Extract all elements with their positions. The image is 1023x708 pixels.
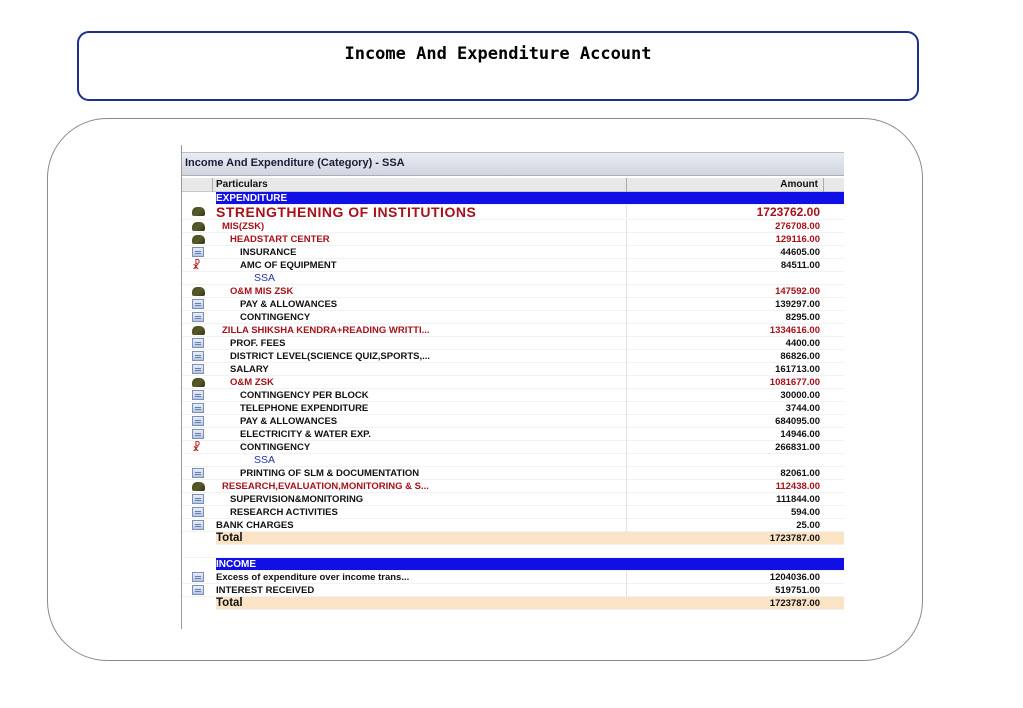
row-amount: 266831.00 <box>775 442 820 453</box>
row-particulars: TELEPHONE EXPENDITURE <box>240 403 369 414</box>
grid-header <box>182 178 844 192</box>
row-amount: 25.00 <box>796 520 820 531</box>
table-row[interactable] <box>182 298 844 311</box>
row-particulars: SALARY <box>230 364 269 375</box>
blank-row <box>182 545 844 558</box>
table-row[interactable] <box>182 324 844 337</box>
table-row[interactable] <box>182 415 844 428</box>
row-amount: 1204036.00 <box>769 572 820 583</box>
row-particulars: CONTINGENCY <box>240 312 311 323</box>
row-particulars: BANK CHARGES <box>216 520 294 531</box>
document-icon <box>192 572 204 582</box>
row-amount: 1081677.00 <box>769 377 820 388</box>
document-icon <box>192 507 204 517</box>
row-amount: 161713.00 <box>775 364 820 375</box>
table-row[interactable] <box>182 220 844 233</box>
income-section-label: INCOME <box>216 559 256 570</box>
row-amount: 86826.00 <box>780 351 820 362</box>
row-particulars: STRENGTHENING OF INSTITUTIONS <box>216 204 477 220</box>
window-title: Income And Expenditure (Category) - SSA <box>185 157 405 169</box>
row-particulars: O&M MIS ZSK <box>230 286 294 297</box>
table-row[interactable] <box>182 402 844 415</box>
table-row[interactable] <box>182 363 844 376</box>
row-particulars: AMC OF EQUIPMENT <box>240 260 337 271</box>
row-amount: 30000.00 <box>780 390 820 401</box>
row-amount: 3744.00 <box>785 403 820 414</box>
table-row[interactable] <box>182 571 844 584</box>
running-person-icon: ☧ <box>192 259 201 272</box>
book-icon <box>192 482 205 491</box>
table-row[interactable] <box>182 506 844 519</box>
row-amount: 8295.00 <box>785 312 820 323</box>
row-particulars: DISTRICT LEVEL(SCIENCE QUIZ,SPORTS,... <box>230 351 431 362</box>
row-amount: 129116.00 <box>775 234 820 245</box>
table-row[interactable] <box>182 584 844 597</box>
row-amount: 111844.00 <box>776 494 820 505</box>
table-row[interactable] <box>182 337 844 350</box>
income-total-row[interactable] <box>182 597 844 610</box>
book-icon <box>192 326 205 335</box>
document-icon <box>192 390 204 400</box>
row-particulars: PAY & ALLOWANCES <box>240 299 338 310</box>
table-row[interactable] <box>182 350 844 363</box>
row-particulars: PAY & ALLOWANCES <box>240 416 338 427</box>
row-particulars: Excess of expenditure over income trans... <box>216 572 410 583</box>
table-row[interactable] <box>182 467 844 480</box>
document-icon <box>192 351 204 361</box>
table-row[interactable] <box>182 389 844 402</box>
row-amount: 276708.00 <box>775 221 820 232</box>
income-section-header <box>182 558 844 571</box>
book-icon <box>192 207 205 216</box>
row-amount: 82061.00 <box>780 468 820 479</box>
row-amount: 519751.00 <box>775 585 820 596</box>
book-icon <box>192 222 205 231</box>
expenditure-section-label: EXPENDITURE <box>216 193 288 204</box>
book-icon <box>192 287 205 296</box>
table-row[interactable] <box>182 205 844 220</box>
row-amount: 14946.00 <box>780 429 820 440</box>
row-particulars: PROF. FEES <box>230 338 286 349</box>
row-particulars: RESEARCH ACTIVITIES <box>230 507 338 518</box>
expenditure-total-label: Total <box>216 532 243 544</box>
document-icon <box>192 416 204 426</box>
row-amount: 1723762.00 <box>756 205 820 219</box>
table-row[interactable] <box>182 441 844 454</box>
expenditure-total-amount: 1723787.00 <box>769 533 820 544</box>
table-row[interactable] <box>182 493 844 506</box>
title-box <box>77 31 919 101</box>
row-amount: 1334616.00 <box>769 325 820 336</box>
table-row[interactable] <box>182 285 844 298</box>
row-particulars: MIS(ZSK) <box>222 221 265 232</box>
document-icon <box>192 429 204 439</box>
income-total-label: Total <box>216 597 243 609</box>
row-amount: 4400.00 <box>785 338 820 349</box>
table-row[interactable] <box>182 376 844 389</box>
row-particulars: SSA <box>254 272 276 284</box>
page-title: Income And Expenditure Account <box>344 44 652 64</box>
row-amount: 139297.00 <box>775 299 820 310</box>
document-icon <box>192 585 204 595</box>
table-row[interactable] <box>182 311 844 324</box>
document-icon <box>192 247 204 257</box>
row-particulars: SUPERVISION&MONITORING <box>230 494 364 505</box>
row-particulars: SSA <box>254 454 276 466</box>
column-header-particulars[interactable]: Particulars <box>216 179 268 190</box>
row-particulars: RESEARCH,EVALUATION,MONITORING & S... <box>222 481 429 492</box>
income-total-amount: 1723787.00 <box>769 598 820 609</box>
table-row[interactable] <box>182 428 844 441</box>
document-icon <box>192 520 204 530</box>
table-row[interactable] <box>182 259 844 272</box>
row-particulars: INSURANCE <box>240 247 297 258</box>
report-window <box>181 145 844 629</box>
document-icon <box>192 468 204 478</box>
row-particulars: O&M ZSK <box>230 377 274 388</box>
column-header-amount[interactable]: Amount <box>780 179 818 190</box>
report-grid <box>182 178 844 610</box>
running-person-icon: ☧ <box>192 441 201 454</box>
row-particulars: INTEREST RECEIVED <box>216 585 315 596</box>
table-row[interactable] <box>182 233 844 246</box>
document-icon <box>192 312 204 322</box>
book-icon <box>192 378 205 387</box>
row-amount: 112438.00 <box>775 481 820 492</box>
row-amount: 84511.00 <box>780 260 820 271</box>
document-icon <box>192 299 204 309</box>
row-particulars: HEADSTART CENTER <box>230 234 330 245</box>
document-icon <box>192 364 204 374</box>
document-icon <box>192 494 204 504</box>
row-amount: 44605.00 <box>780 247 820 258</box>
row-amount: 684095.00 <box>775 416 820 427</box>
row-particulars: PRINTING OF SLM & DOCUMENTATION <box>240 468 420 479</box>
table-row[interactable] <box>182 480 844 493</box>
window-title-bar <box>182 152 844 176</box>
row-amount: 147592.00 <box>775 286 820 297</box>
row-particulars: CONTINGENCY <box>240 442 311 453</box>
ssa-note-row[interactable] <box>182 272 844 285</box>
book-icon <box>192 235 205 244</box>
row-particulars: ZILLA SHIKSHA KENDRA+READING WRITTI... <box>222 325 430 336</box>
table-row[interactable] <box>182 519 844 532</box>
expenditure-total-row[interactable] <box>182 532 844 545</box>
row-particulars: ELECTRICITY & WATER EXP. <box>240 429 371 440</box>
document-icon <box>192 338 204 348</box>
table-row[interactable] <box>182 246 844 259</box>
row-amount: 594.00 <box>790 507 820 518</box>
ssa-note-row[interactable] <box>182 454 844 467</box>
document-icon <box>192 403 204 413</box>
row-particulars: CONTINGENCY PER BLOCK <box>240 390 369 401</box>
